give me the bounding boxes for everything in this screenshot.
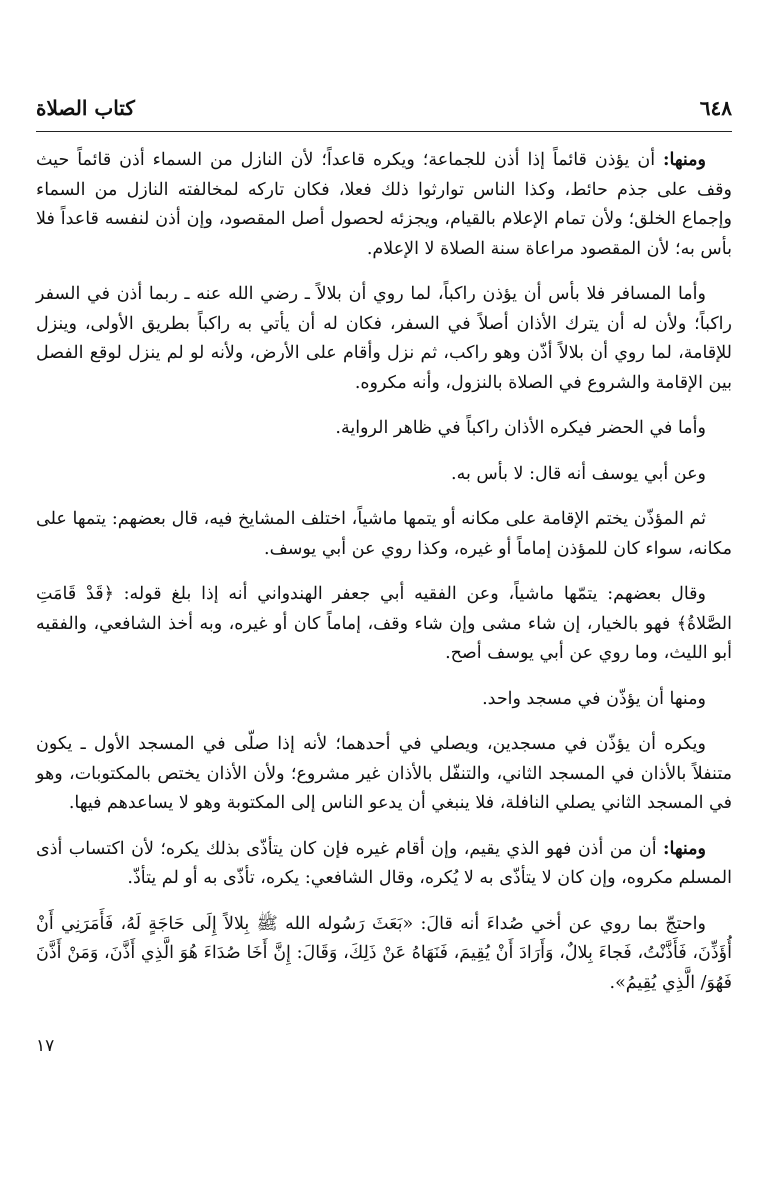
page-number: ٦٤٨ xyxy=(699,96,732,120)
paragraph xyxy=(36,685,732,715)
paragraph xyxy=(36,146,732,264)
margin-note: ١٧ xyxy=(36,1036,55,1056)
paragraph xyxy=(36,460,732,490)
header-rule xyxy=(36,131,732,132)
paragraph-text: ويكره أن يؤذّن في مسجدين، ويصلي في أحدهما؛ لأنه إذا صلّى في المسجد الأول ـ يكون متنفلاً بالأذان في المسجد الثاني، والتنفّل بالأذان غير مشروع؛ ولأن الأذان يختص بالمكتوبات، وهو في المسجد الثاني يصلي النافلة، فلا ينبغي أن يدعو الناس إلى المكتوبة وهو لا يساعدهم فيها. xyxy=(36,734,732,813)
paragraph-text: واحتجّ بما روي عن أخي صُداءَ أنه قالَ: «بَعَثَ رَسُوله الله ﷺ بِلالاً إِلَى حَاجَةٍ لَهُ، فَأَمَرَنِي أَنْ أُؤَذِّنَ، فَأَذَّنْتُ، فَجاءَ بِلالٌ، وَأَرَادَ أَنْ يُقِيمَ، فَنَهَاهُ عَنْ ذَلِكَ، وَقَالَ: إِنَّ أَخَا صُدَاءَ هُوَ الَّذِي أَذَّنَ، وَمَنْ أَذَّنَ فَهُوَ/ الَّذِي يُقِيمُ». xyxy=(36,913,732,993)
paragraph xyxy=(36,910,732,999)
paragraph-lead: ومنها: xyxy=(663,150,706,170)
paragraph-text: أن يؤذن قائماً إذا أذن للجماعة؛ ويكره قاعداً؛ لأن النازل من السماء أذن قائماً حيث وقف على جذم حائط، وكذا الناس توارثوا ذلك فعلا، فكان تاركه لمخالفته النازل من السماء وإجماع الخلق؛ ولأن تمام الإعلام بالقيام، ويجزئه لحصول أصل المقصود، وإن أذن لنفسه قاعداً فلا بأس به؛ لأن المقصود مراعاة سنة الصلاة لا الإعلام. xyxy=(36,150,732,259)
paragraph xyxy=(36,835,732,894)
paragraph-text: وعن أبي يوسف أنه قال: لا بأس به. xyxy=(451,463,706,484)
paragraph xyxy=(36,505,732,564)
paragraph xyxy=(36,580,732,669)
paragraph-text: ومنها أن يؤذّن في مسجد واحد. xyxy=(482,688,706,709)
body-text xyxy=(36,146,732,1014)
paragraph xyxy=(36,730,732,819)
page-header xyxy=(36,96,732,128)
paragraph-text: أن من أذن فهو الذي يقيم، وإن أقام غيره فإن كان يتأذّى بذلك يكره؛ لأن اكتساب أذى المسلم مكروه، وإن كان لا يتأذّى به لا يُكره، وقال الشافعي: يكره، تأذّى به أو لم يتأذّ. xyxy=(36,838,732,888)
paragraph-text: وقال بعضهم: يتمّها ماشياً، وعن الفقيه أبي جعفر الهندواني أنه إذا بلغ قوله: ﴿قَدْ قَامَتِ الصَّلاةُ﴾ فهو بالخيار، إن شاء مشى وإن شاء وقف، إماماً كان أو غيره، وبه أخذ الشافعي، والفقيه أبو الليث، وما روي عن أبي يوسف أصح. xyxy=(36,584,732,663)
paragraph-text: وأما المسافر فلا بأس أن يؤذن راكباً، لما روي أن بلالاً ـ رضي الله عنه ـ ربما أذن في السفر راكباً؛ ولأن له أن يترك الأذان أصلاً في السفر، فكان له أن يأتي به راكباً بطريق الأولى، وينزل للإقامة، لما روي أن بلالاً أذّن وهو راكب، ثم نزل وأقام على الأرض، ولأنه لو لم ينزل لوقع الفصل بين الإقامة والشروع في الصلاة بالنزول، وأنه مكروه. xyxy=(36,284,732,393)
paragraph xyxy=(36,414,732,444)
paragraph-text: وأما في الحضر فيكره الأذان راكباً في ظاهر الرواية. xyxy=(335,418,706,438)
paragraph-text: ثم المؤذّن يختم الإقامة على مكانه أو يتمها ماشياً، اختلف المشايخ فيه، قال بعضهم: يتمها على مكانه، سواء كان للمؤذن إماماً أو غيره، وكذا روي عن أبي يوسف. xyxy=(36,509,732,559)
paragraph xyxy=(36,280,732,398)
running-title: كتاب الصلاة xyxy=(36,96,135,120)
paragraph-lead: ومنها: xyxy=(663,838,706,859)
